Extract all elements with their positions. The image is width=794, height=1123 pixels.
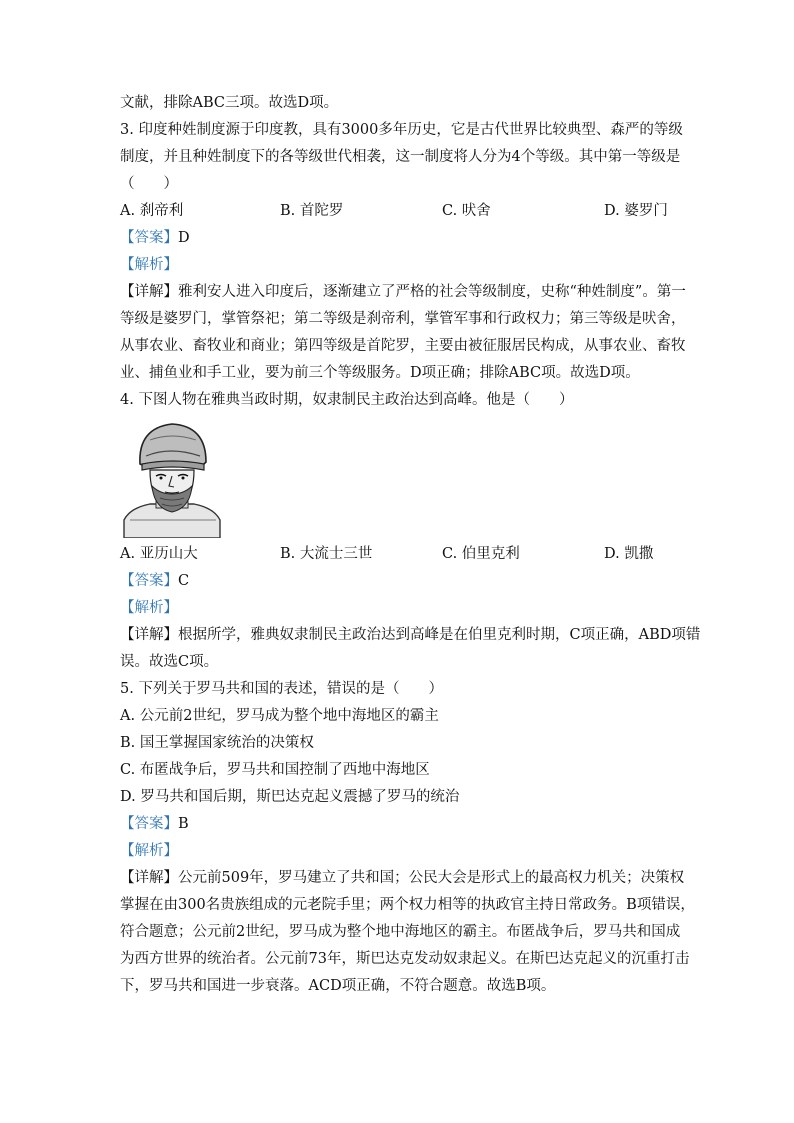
q3-detail-line-2: 等级是婆罗门，掌管祭祀；第二等级是刹帝利，掌管军事和行政权力；第三等级是吠舍， [120,311,686,327]
q4-answer-value: C [178,573,190,589]
q5-detail-line-3: 符合题意；公元前2世纪，罗马成为整个地中海地区的霸主。布匿战争后，罗马共和国成 [120,924,681,940]
question-5 [120,676,695,1000]
question-3 [120,117,686,387]
q5-analysis-label: 【解析】 [120,843,178,859]
q3-stem-line-3: （ ） [120,176,178,192]
q3-option-d: D. 婆罗门 [604,203,668,219]
q5-answer [120,811,680,838]
q5-detail-line-2: 掌握在由300名贵族组成的元老院手里；两个权力相等的执政官主持日常政务。B项错误， [120,897,695,913]
q5-detail-line-1 [120,865,685,892]
q5-option-a: A. 公元前2世纪，罗马成为整个地中海地区的霸主 [120,708,439,724]
q4-detail-text-1: 根据所学，雅典奴隶制民主政治达到高峰是在伯里克利时期，C项正确，ABD项错 [178,627,701,643]
q3-option-a: A. 刹帝利 [120,203,184,219]
q5-detail-text-1: 公元前509年，罗马建立了共和国；公民大会是形式上的最高权力机关；决策权 [178,870,685,886]
lead-text: 文献，排除ABC三项。故选D项。 [120,95,339,111]
q4-answer-label: 【答案】 [120,573,178,589]
q3-answer [120,225,680,252]
q4-option-b: B. 大流士三世 [280,546,373,562]
q4-stem: 4. 下图人物在雅典当政时期，奴隶制民主政治达到高峰。他是（ ） [120,392,574,408]
q3-option-c: C. 吠舍 [442,203,491,219]
q3-answer-label: 【答案】 [120,230,178,246]
q4-option-d: D. 凯撒 [604,546,654,562]
q5-option-b: B. 国王掌握国家统治的决策权 [120,735,314,751]
q4-answer [120,568,680,595]
q5-option-d: D. 罗马共和国后期，斯巴达克起义震撼了罗马的统治 [120,789,460,805]
q3-analysis-label: 【解析】 [120,257,178,273]
q4-option-c: C. 伯里克利 [442,546,520,562]
q5-answer-value: B [178,816,189,832]
q4-detail-line-1 [120,622,701,649]
q3-detail-label: 【详解】 [120,284,178,300]
q3-answer-value: D [178,230,190,246]
q4-options [120,541,680,568]
q3-options [120,198,680,225]
q5-detail-line-4: 为西方世界的统治者。公元前73年，斯巴达克发动奴隶起义。在斯巴达克起义的沉重打击 [120,951,690,967]
q3-detail-text-1: 雅利安人进入印度后，逐渐建立了严格的社会等级制度，史称“种姓制度”。第一 [178,284,686,300]
pericles-bust-icon [120,416,224,538]
q3-stem-line-1: 3. 印度种姓制度源于印度教，具有3000多年历史，它是古代世界比较典型、森严的等级 [120,122,683,138]
q3-detail-line-1 [120,279,686,306]
q5-detail-line-5: 下，罗马共和国进一步衰落。ACD项正确，不符合题意。故选B项。 [120,978,556,994]
q4-option-a: A. 亚历山大 [120,546,198,562]
q5-detail-label: 【详解】 [120,870,178,886]
q3-detail-line-3: 从事农业、畜牧业和商业；第四等级是首陀罗，主要由被征服居民构成，从事农业、畜牧 [120,338,686,354]
q3-detail-line-4: 业、捕鱼业和手工业，要为前三个等级服务。D项正确；排除ABC项。故选D项。 [120,365,640,381]
question-4 [120,387,701,676]
q5-stem: 5. 下列关于罗马共和国的表述，错误的是（ ） [120,681,443,697]
q4-detail-line-2: 误。故选C项。 [120,654,219,670]
q4-detail-label: 【详解】 [120,627,178,643]
q3-option-b: B. 首陀罗 [280,203,344,219]
q4-analysis-label: 【解析】 [120,600,178,616]
q5-option-c: C. 布匿战争后，罗马共和国控制了西地中海地区 [120,762,430,778]
q5-answer-label: 【答案】 [120,816,178,832]
document-page [120,90,701,1000]
q3-stem-line-2: 制度，并且种姓制度下的各等级世代相袭，这一制度将人分为4个等级。其中第一等级是 [120,149,681,165]
q4-image-container [120,416,680,540]
